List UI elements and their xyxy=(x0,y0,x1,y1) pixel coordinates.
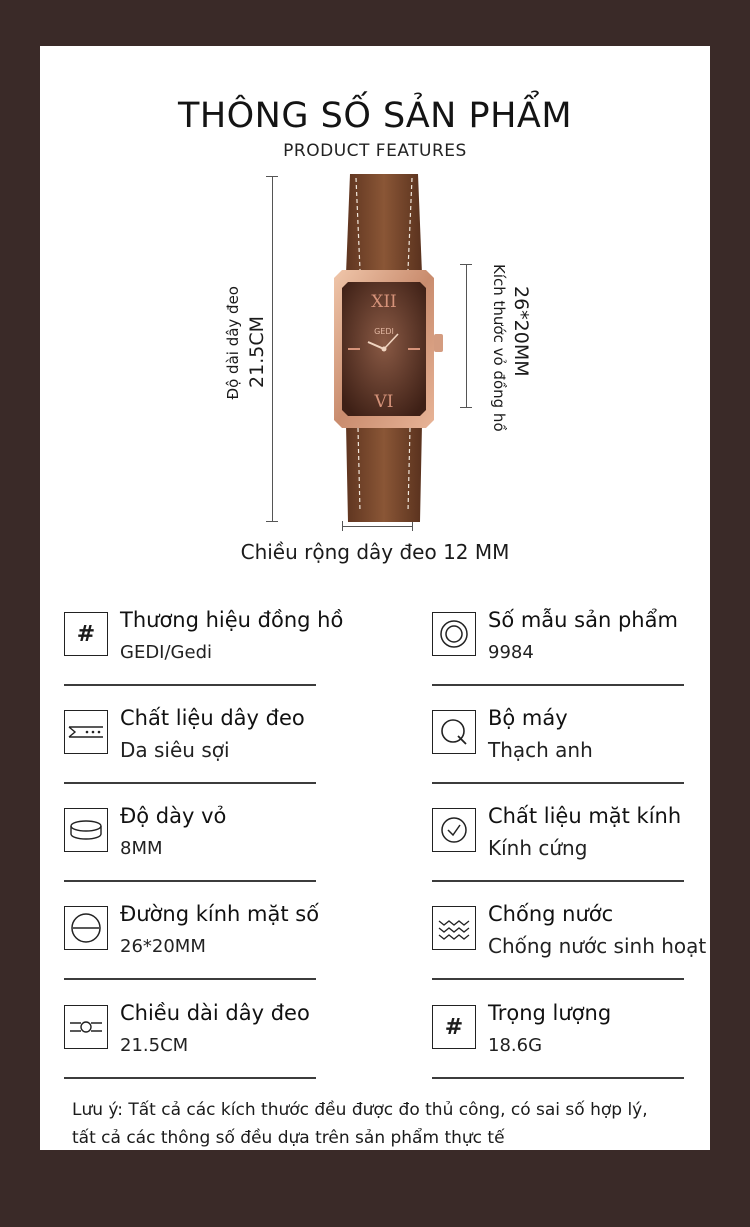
page-title: THÔNG SỐ SẢN PHẨM xyxy=(177,96,573,136)
note-line-2: tất cả các thông số đều dựa trên sản phẩm thực tế xyxy=(72,1128,505,1148)
spec-value: GEDI/Gedi xyxy=(120,642,213,663)
case-size-value: 26*20MM xyxy=(510,286,532,377)
spec-movement xyxy=(432,706,684,784)
spec-value: Thạch anh xyxy=(488,738,593,762)
spec-weight xyxy=(432,1001,684,1079)
strap-width-label: Chiều rộng dây đeo 12 MM xyxy=(240,540,510,564)
spec-label: Trọng lượng xyxy=(488,1001,612,1025)
strap-length-label: Độ dài dây đeo xyxy=(224,286,242,400)
spec-label: Bộ máy xyxy=(488,706,568,730)
spec-dial-diameter xyxy=(64,902,320,980)
dial-diameter-icon xyxy=(64,906,108,950)
page-subtitle: PRODUCT FEATURES xyxy=(283,141,467,161)
spec-value: 18.6G xyxy=(488,1035,543,1056)
spec-strap-material xyxy=(64,706,316,784)
dimension-tick xyxy=(266,176,278,177)
hash-icon: # xyxy=(64,612,108,656)
spec-label: Thương hiệu đồng hồ xyxy=(120,608,344,632)
circle-model-icon xyxy=(432,612,476,656)
measurement-note xyxy=(72,1096,648,1152)
strap-icon xyxy=(64,710,108,754)
dimension-tick xyxy=(266,521,278,522)
spec-strap-length xyxy=(64,1001,316,1079)
case-thickness-icon xyxy=(64,808,108,852)
spec-value: Kính cứng xyxy=(488,836,588,860)
spec-label: Số mẫu sản phẩm xyxy=(488,608,678,632)
spec-value: 9984 xyxy=(488,642,534,663)
spec-water-resistance xyxy=(432,902,707,980)
svg-text:XII: XII xyxy=(371,292,397,312)
hash-icon: # xyxy=(432,1005,476,1049)
spec-case-thickness xyxy=(64,804,316,882)
spec-glass-material xyxy=(432,804,684,882)
spec-value: Chống nước sinh hoạt xyxy=(488,934,707,958)
spec-label: Đường kính mặt số xyxy=(120,902,320,926)
case-size-dimension-line xyxy=(466,264,467,407)
case-size-label: Kích thước vỏ đồng hồ xyxy=(490,264,508,432)
spec-label: Chất liệu mặt kính xyxy=(488,804,682,828)
watch-illustration xyxy=(310,174,460,524)
dial-brand-text: GEDI xyxy=(374,327,394,336)
spec-value: Da siêu sợi xyxy=(120,738,230,762)
spec-label: Chiều dài dây đeo xyxy=(120,1001,310,1025)
spec-brand xyxy=(64,608,344,686)
spec-value: 21.5CM xyxy=(120,1035,189,1056)
spec-label: Chống nước xyxy=(488,902,614,926)
spec-value: 26*20MM xyxy=(120,936,206,957)
dimension-tick xyxy=(460,264,472,265)
dimension-tick xyxy=(460,407,472,408)
strap-width-dimension-line xyxy=(342,526,412,527)
note-line-1: Lưu ý: Tất cả các kích thước đều được đo thủ công, có sai số hợp lý, xyxy=(72,1100,648,1120)
svg-text:VI: VI xyxy=(374,392,394,412)
spec-label: Chất liệu dây đeo xyxy=(120,706,305,730)
spec-model-number xyxy=(432,608,684,686)
movement-q-icon xyxy=(432,710,476,754)
water-wave-icon xyxy=(432,906,476,950)
spec-value: 8MM xyxy=(120,838,163,859)
strap-length-dimension-line xyxy=(272,176,273,521)
strap-length-value: 21.5CM xyxy=(246,316,268,388)
glass-clock-icon xyxy=(432,808,476,852)
spec-label: Độ dày vỏ xyxy=(120,804,227,828)
spec-card xyxy=(40,46,710,1150)
strap-length-icon xyxy=(64,1005,108,1049)
